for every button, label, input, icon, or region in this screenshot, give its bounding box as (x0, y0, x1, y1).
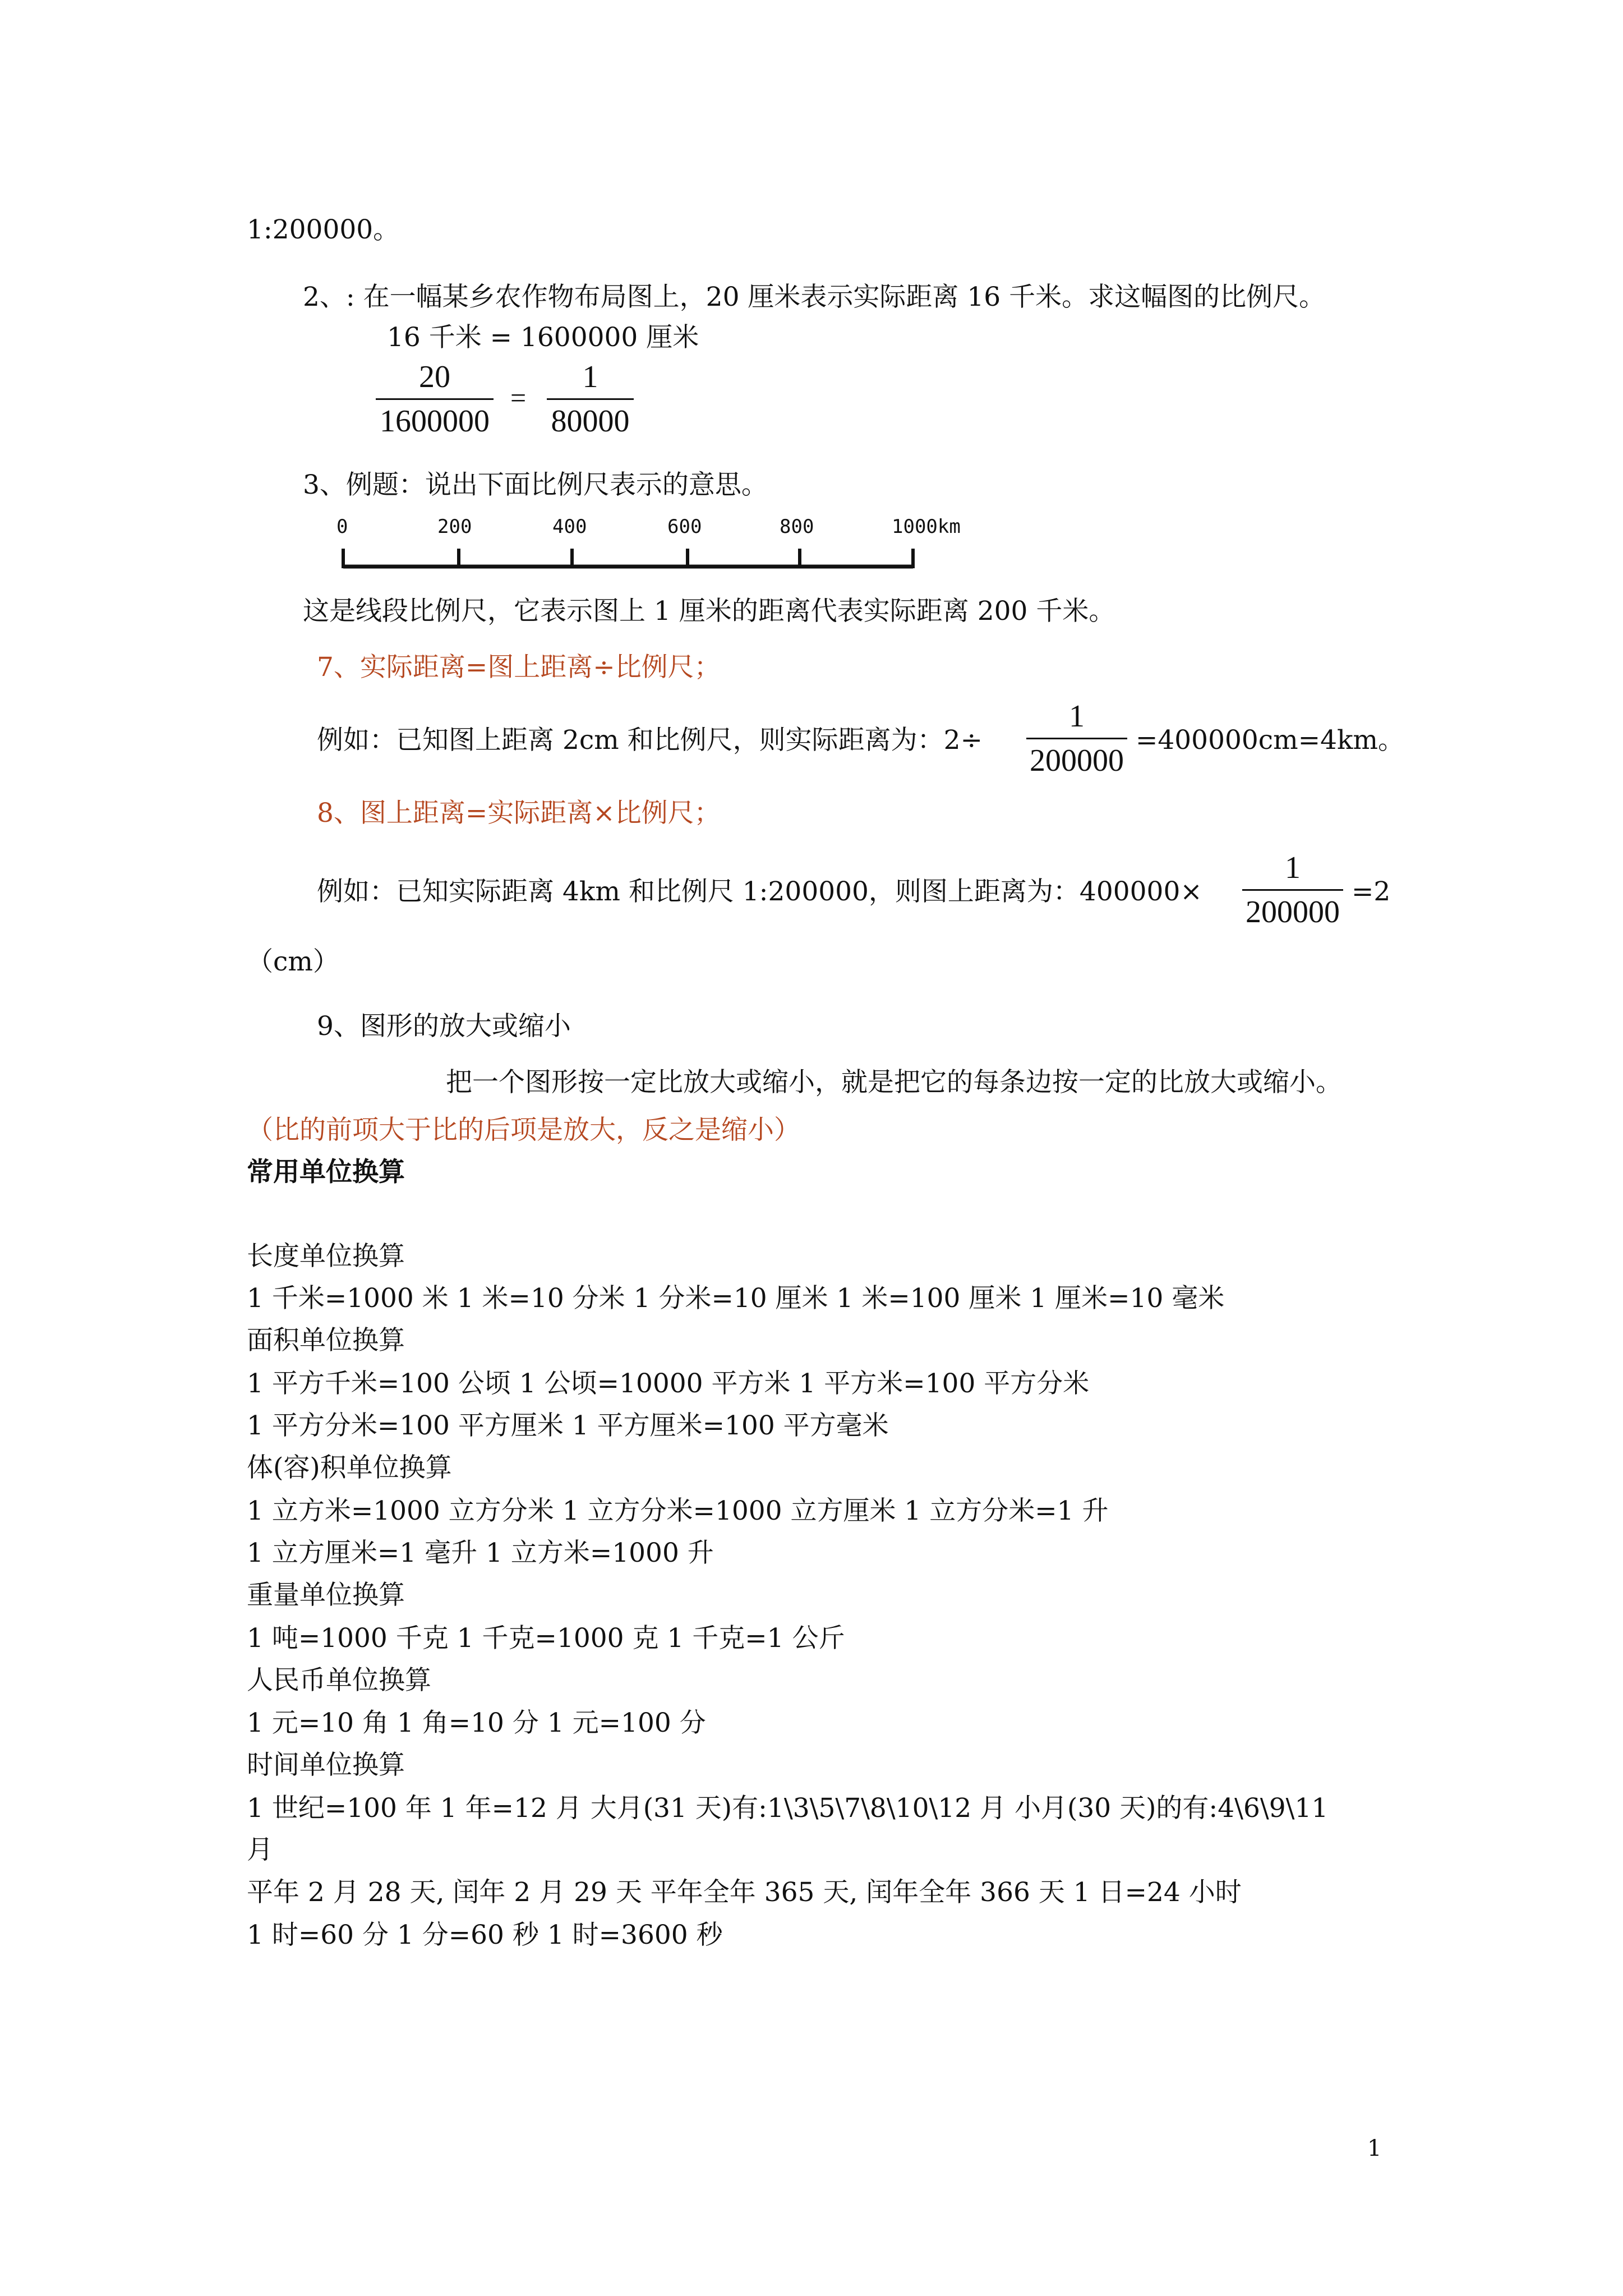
fraction-numerator: 1 (1069, 699, 1085, 734)
example-8-unit: （cm） (247, 946, 339, 977)
scale-tick-label: 800 (780, 516, 814, 538)
area-conversions-1: 1 平方千米=100 公顷 1 公顷=10000 平方米 1 平方米=100 平方分米 (247, 1368, 1090, 1399)
unit-conversion-title: 常用单位换算 (247, 1157, 405, 1188)
fraction-numerator: 1 (1285, 850, 1301, 885)
time-conversions-2: 平年 2 月 28 天, 闰年 2 月 29 天 平年全年 365 天, 闰年全年 366 天 1 日=24 小时 (247, 1877, 1242, 1908)
fraction-1-over-200000 (1242, 850, 1343, 930)
area-heading: 面积单位换算 (247, 1325, 405, 1356)
conversion-16km: 16 千米 = 1600000 厘米 (387, 322, 699, 353)
fraction-1-over-80000 (547, 359, 634, 439)
volume-conversions-1: 1 立方米=1000 立方分米 1 立方分米=1000 立方厘米 1 立方分米=1 升 (247, 1496, 1109, 1526)
fraction-denominator: 1600000 (380, 404, 490, 439)
fraction-bar (376, 398, 494, 400)
line-ratio-1-200000: 1:200000。 (247, 214, 400, 245)
fraction-denominator: 80000 (551, 404, 630, 439)
scale-tick-label: 0 (336, 516, 348, 538)
fraction-bar (547, 398, 634, 400)
fraction-numerator: 20 (419, 360, 450, 394)
section-9-note: （比的前项大于比的后项是放大，反之是缩小） (247, 1115, 800, 1145)
length-heading: 长度单位换算 (247, 1241, 405, 1272)
currency-heading: 人民币单位换算 (247, 1665, 431, 1696)
scale-bar-explanation: 这是线段比例尺，它表示图上 1 厘米的距离代表实际距离 200 千米。 (303, 596, 1115, 627)
fraction-20-over-1600000 (376, 359, 494, 439)
section-9-definition: 把一个图形按一定比放大或缩小，就是把它的每条边按一定的比放大或缩小。 (446, 1067, 1342, 1098)
fraction-bar (1242, 889, 1343, 891)
length-conversions: 1 千米=1000 米 1 米=10 分米 1 分米=10 厘米 1 米=100 厘米 1 厘米=10 毫米 (247, 1283, 1225, 1314)
example-7-result: =400000cm=4km。 (1136, 725, 1405, 756)
area-conversions-2: 1 平方分米=100 平方厘米 1 平方厘米=100 平方毫米 (247, 1410, 889, 1441)
volume-conversions-2: 1 立方厘米=1 毫升 1 立方米=1000 升 (247, 1538, 714, 1568)
time-conversions-3: 1 时=60 分 1 分=60 秒 1 时=3600 秒 (247, 1920, 723, 1950)
scale-tick-label: 400 (552, 516, 587, 538)
problem-2-text: 2、: 在一幅某乡农作物布局图上，20 厘米表示实际距离 16 千米。求这幅图的比例尺。 (303, 282, 1326, 312)
example-7-text: 例如：已知图上距离 2cm 和比例尺，则实际距离为：2÷ (317, 725, 983, 756)
time-conversions-1: 1 世纪=100 年 1 年=12 月 大月(31 天)有:1\3\5\7\8\10\12 月 小月(30 天)的有:4\6\9\11 (247, 1793, 1329, 1824)
example-8-result: =2 (1352, 876, 1391, 907)
linear-scale-bar (331, 510, 1004, 578)
scale-tick-label: 600 (667, 516, 702, 538)
fraction-numerator: 1 (582, 360, 598, 394)
section-9-heading: 9、图形的放大或缩小 (317, 1011, 571, 1042)
formula-8: 8、图上距离=实际距离×比例尺； (317, 798, 721, 829)
scale-tick-label: 200 (437, 516, 472, 538)
volume-heading: 体(容)积单位换算 (247, 1452, 452, 1483)
weight-heading: 重量单位换算 (247, 1580, 405, 1611)
fraction-denominator: 200000 (1246, 895, 1340, 930)
formula-7: 7、实际距离=图上距离÷比例尺； (317, 652, 721, 683)
fraction-1-over-200000 (1026, 698, 1127, 779)
page-number: 1 (1367, 2136, 1382, 2161)
example-3-heading: 3、例题：说出下面比例尺表示的意思。 (303, 470, 768, 500)
weight-conversions: 1 吨=1000 千克 1 千克=1000 克 1 千克=1 公斤 (247, 1623, 845, 1654)
fraction-bar (1026, 738, 1127, 739)
fraction-denominator: 200000 (1030, 743, 1124, 778)
example-8-text: 例如：已知实际距离 4km 和比例尺 1:200000，则图上距离为：400000× (317, 876, 1202, 907)
equals-sign: = (510, 382, 527, 413)
time-heading: 时间单位换算 (247, 1750, 405, 1780)
time-conversions-1-cont: 月 (247, 1834, 273, 1865)
scale-tick-label: 1000km (892, 516, 961, 538)
currency-conversions: 1 元=10 角 1 角=10 分 1 元=100 分 (247, 1708, 706, 1738)
